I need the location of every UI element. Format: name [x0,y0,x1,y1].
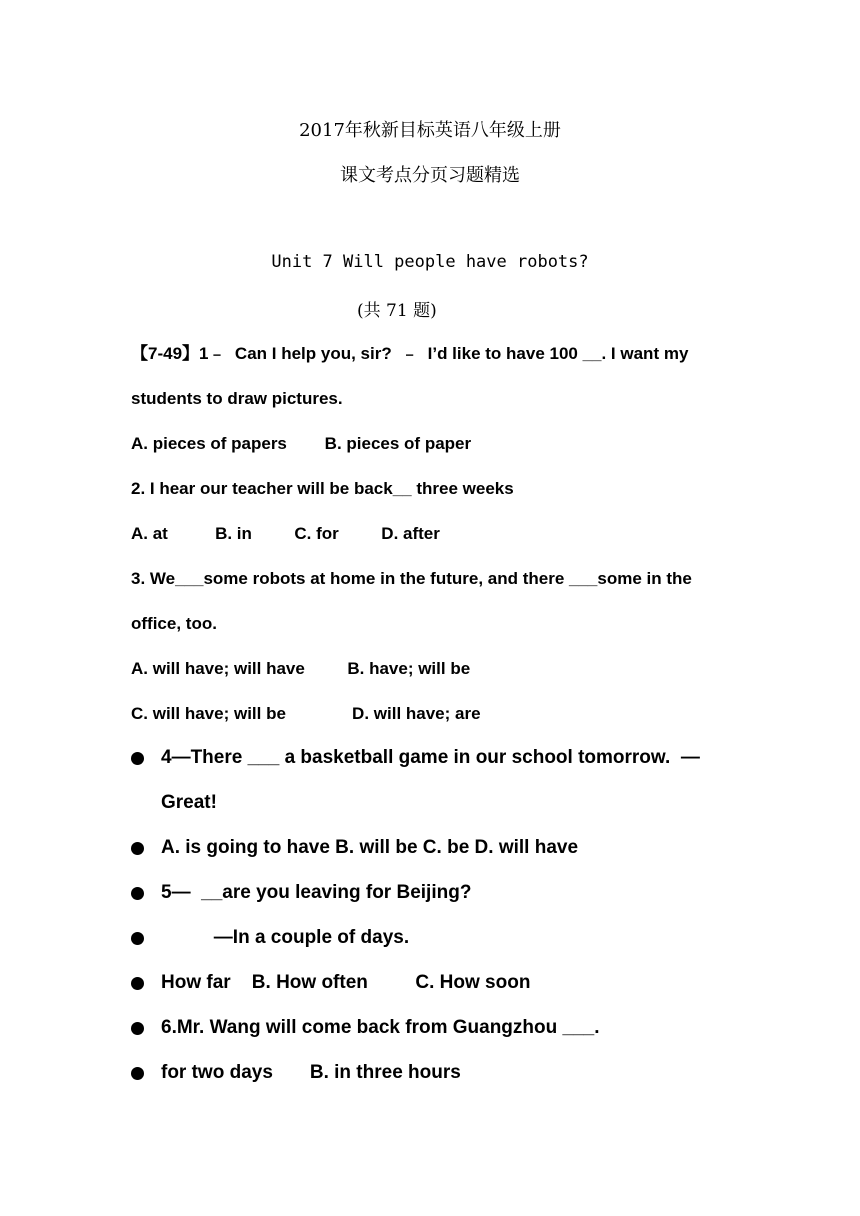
question-2-options: A. at B. in C. for D. after [131,524,440,543]
question-1-line-1: 【7-49】1﹣ Can I help you, sir? ﹣ I’d like to have 100 __. I want my [131,344,689,363]
list-item [131,745,751,773]
document-subtitle: 课文考点分页习题精选 [340,165,520,186]
question-1-line-2: students to draw pictures. [131,389,343,408]
document-title: 2017年秋新目标英语八年级上册 [299,120,561,141]
question-5: 5— __are you leaving for Beijing? [161,882,472,903]
question-4-line-1: 4—There ___ a basketball game in our school tomorrow. — [161,747,700,768]
list-item [131,835,751,863]
question-3-options-1: A. will have; will have B. have; will be [131,659,471,678]
question-6-options: for two days B. in three hours [161,1062,461,1083]
question-3-line-1: 3. We___some robots at home in the future, and there ___some in the [131,569,692,588]
question-3-options-2: C. will have; will be D. will have; are [131,704,481,723]
bullet-icon [131,1022,144,1035]
bullet-icon [131,977,144,990]
bullet-icon [131,842,144,855]
list-item [131,1060,751,1088]
question-3-line-2: office, too. [131,614,217,633]
bullet-icon [131,1067,144,1080]
bullet-icon [131,887,144,900]
question-2: 2. I hear our teacher will be back__ three weeks [131,479,514,498]
question-5-options: How far B. How often C. How soon [161,972,531,993]
unit-heading: Unit 7 Will people have robots? [271,252,589,272]
question-count: (共 71 题) [357,301,437,321]
question-6: 6.Mr. Wang will come back from Guangzhou ___. [161,1017,600,1038]
question-4-options: A. is going to have B. will be C. be D. will have [161,837,579,858]
list-item [131,880,751,908]
list-item [131,1015,751,1043]
question-4-line-2: Great! [161,792,217,813]
question-5-reply: —In a couple of days. [161,927,410,948]
bullet-icon [131,752,144,765]
bullet-icon [131,932,144,945]
list-item [131,970,751,998]
question-1-options: A. pieces of papers B. pieces of paper [131,434,472,453]
list-item [131,925,751,953]
